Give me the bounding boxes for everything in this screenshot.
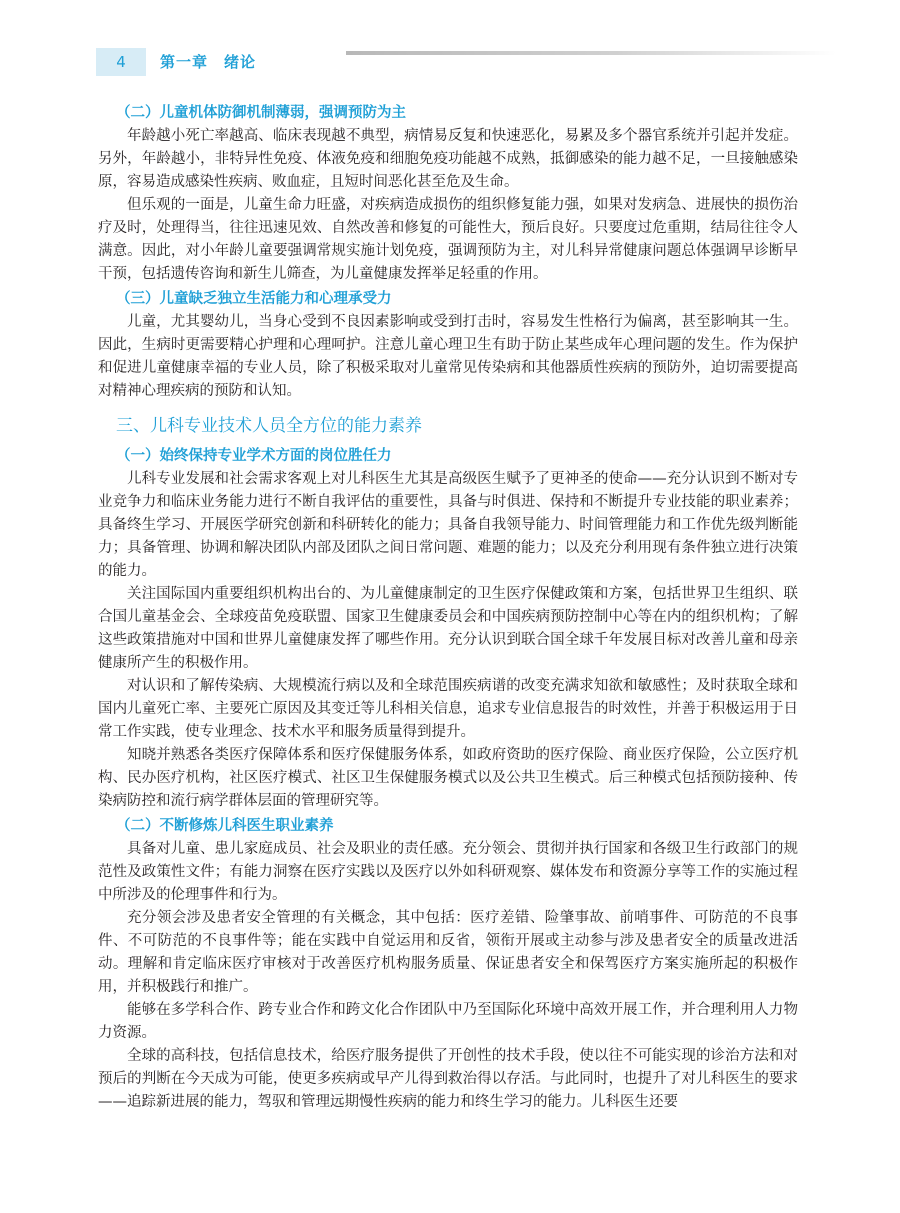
paragraph: 具备对儿童、患儿家庭成员、社会及职业的责任感。充分领会、贯彻并执行国家和各级卫生行政部门的规范性及政策性文件；有能力洞察在医疗实践以及医疗以外如科研观察、媒体发布和资源分享等工作的实施过程中所涉及的伦理事件和行为。 xyxy=(98,841,798,903)
paragraph: 儿科专业发展和社会需求客观上对儿科医生尤其是高级医生赋予了更神圣的使命——充分认识到不断对专业竞争力和临床业务能力进行不断自我评估的重要性，具备与时俱进、保持和不断提升专业技能的职业素养；具备终生学习、开展医学研究创新和科研转化的能力；具备自我领导能力、时间管理能力和工作优先级判断能力；具备管理、协调和解决团队内部及团队之间日常问题、难题的能力；以及充分利用现有条件独立进行决策的能力。 xyxy=(98,471,798,579)
subsection-heading: （三）儿童缺乏独立生活能力和心理承受力 xyxy=(116,291,392,307)
paragraph: 能够在多学科合作、跨专业合作和跨文化合作团队中乃至国际化环境中高效开展工作，并合理利用人力物力资源。 xyxy=(98,1002,798,1041)
paragraph: 年龄越小死亡率越高、临床表现越不典型，病情易反复和快速恶化，易累及多个器官系统并引起并发症。另外，年龄越小，非特异性免疫、体液免疫和细胞免疫功能越不成熟，抵御感染的能力越不足，一旦接触感染原，容易造成感染性疾病、败血症，且短时间恶化甚至危及生命。 xyxy=(98,128,798,190)
paragraph: 全球的高科技，包括信息技术，给医疗服务提供了开创性的技术手段，使以往不可能实现的诊治方法和对预后的判断在今天成为可能，使更多疾病或早产儿得到救治得以存活。与此同时，也提升了对儿科医生的要求——追踪新进展的能力，驾驭和管理远期慢性疾病的能力和终生学习的能力。儿科医生还要 xyxy=(98,1048,798,1110)
paragraph: 知晓并熟悉各类医疗保障体系和医疗保健服务体系，如政府资助的医疗保险、商业医疗保险，公立医疗机构、民办医疗机构，社区医疗模式、社区卫生保健服务模式以及公共卫生模式。后三种模式包括预防接种、传染病防控和流行病学群体层面的管理研究等。 xyxy=(98,747,798,809)
page-number: 4 xyxy=(96,48,146,76)
paragraph: 关注国际国内重要组织机构出台的、为儿童健康制定的卫生医疗保健政策和方案，包括世界卫生组织、联合国儿童基金会、全球疫苗免疫联盟、国家卫生健康委员会和中国疾病预防控制中心等在内的组织机构；了解这些政策措施对中国和世界儿童健康发挥了哪些作用。充分认识到联合国全球千年发展目标对改善儿童和母亲健康所产生的积极作用。 xyxy=(98,586,798,671)
paragraph: 儿童，尤其婴幼儿，当身心受到不良因素影响或受到打击时，容易发生性格行为偏离，甚至影响其一生。因此，生病时更需要精心护理和心理呵护。注意儿童心理卫生有助于防止某些成年心理问题的发生。作为保护和促进儿童健康幸福的专业人员，除了积极采取对儿童常见传染病和其他器质性疾病的预防外，迫切需要提高对精神心理疾病的预防和认知。 xyxy=(98,314,798,399)
paragraph: 但乐观的一面是，儿童生命力旺盛，对疾病造成损伤的组织修复能力强，如果对发病急、进展快的损伤治疗及时，处理得当，往往迅速见效、自然改善和修复的可能性大，预后良好。只要度过危重期，结局往往令人满意。因此，对小年龄儿童要强调常规实施计划免疫，强调预防为主，对儿科异常健康问题总体强调早诊断早干预，包括遗传咨询和新生儿筛查，为儿童健康发挥举足轻重的作用。 xyxy=(98,197,798,282)
paragraph: 对认识和了解传染病、大规模流行病以及和全球范围疾病谱的改变充满求知欲和敏感性；及时获取全球和国内儿童死亡率、主要死亡原因及其变迁等儿科相关信息，追求专业信息报告的时效性，并善于积极运用于日常工作实践，使专业理念、技术水平和服务质量得到提升。 xyxy=(98,678,798,740)
subsection-heading: （二）不断修炼儿科医生职业素养 xyxy=(116,818,334,834)
chapter-title: 第一章 绪论 xyxy=(160,53,257,71)
subsection-heading: （一）始终保持专业学术方面的岗位胜任力 xyxy=(116,448,392,464)
section-heading: 三、儿科专业技术人员全方位的能力素养 xyxy=(116,416,422,436)
paragraph: 充分领会涉及患者安全管理的有关概念，其中包括：医疗差错、险肇事故、前哨事件、可防范的不良事件、不可防范的不良事件等；能在实践中自觉运用和反省，领衔开展或主动参与涉及患者安全的质量改进活动。理解和肯定临床医疗审核对于改善医疗机构服务质量、保证患者安全和保驾医疗方案实施所起的积极作用，并积极践行和推广。 xyxy=(98,910,798,995)
subsection-heading: （二）儿童机体防御机制薄弱，强调预防为主 xyxy=(116,105,406,121)
page-header xyxy=(96,48,796,76)
page-body xyxy=(98,100,798,1114)
header-rule xyxy=(346,51,836,55)
